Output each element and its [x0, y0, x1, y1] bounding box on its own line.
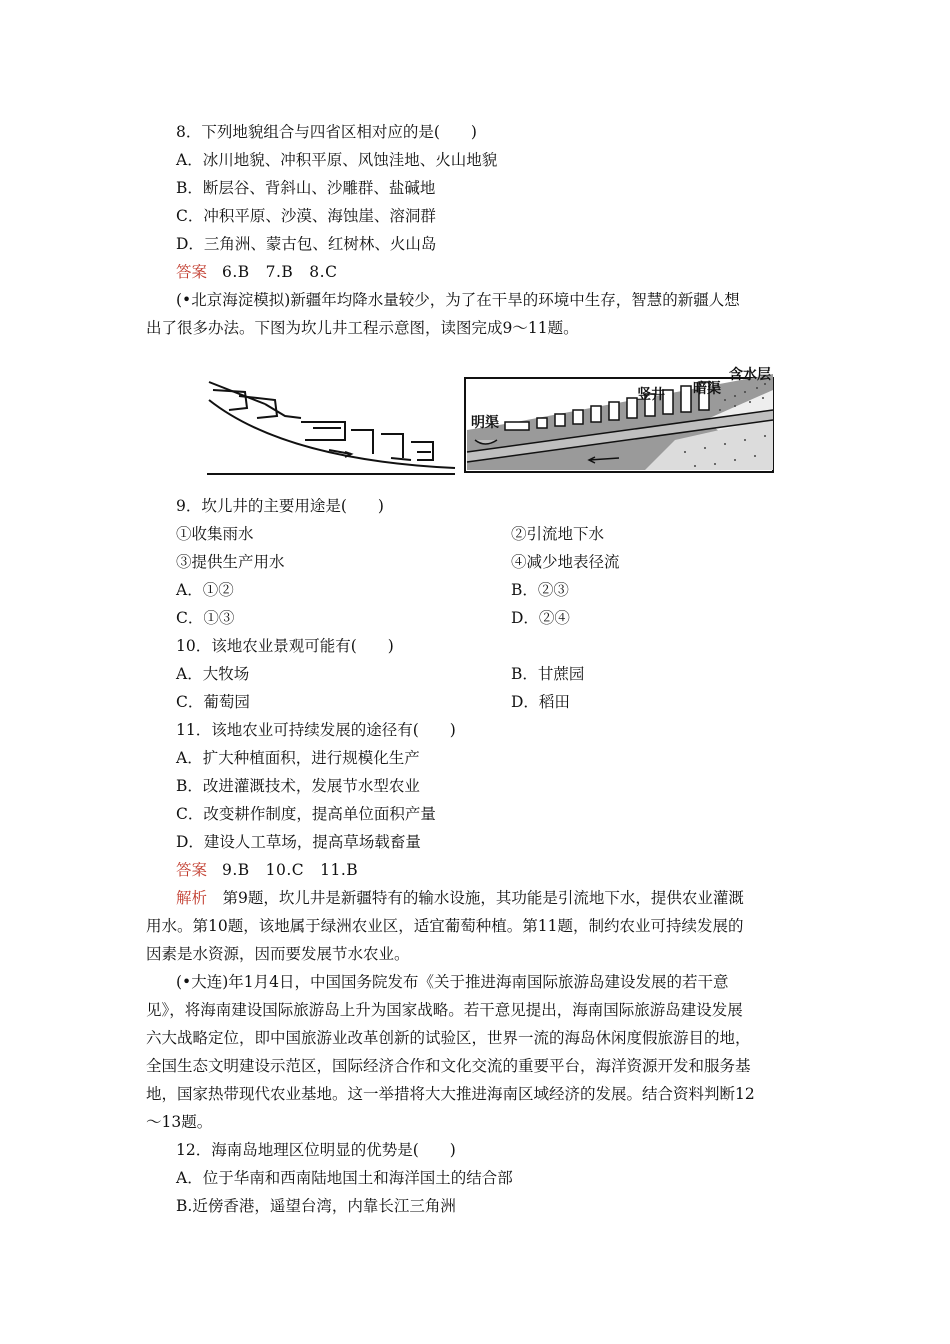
q11-option-a: A．扩大种植面积，进行规模化生产 [176, 749, 420, 767]
q9-option-b: B．②③ [511, 581, 569, 599]
analysis-label: 解析 [176, 889, 208, 907]
karez-diagram [205, 360, 785, 480]
q8-option-d: D．三角洲、蒙古包、红树林、火山岛 [176, 235, 437, 253]
intro-hainan-line-3: 六大战略定位，即中国旅游业改革创新的试验区，世界一流的海岛休闲度假旅游目的地， [146, 1029, 751, 1047]
q10-option-b: B．甘蔗园 [511, 665, 585, 683]
q10-stem: 10．该地农业景观可能有( ) [176, 637, 394, 655]
q8-option-b: B．断层谷、背斜山、沙雕群、盐碱地 [176, 179, 436, 197]
q9-stem: 9．坎儿井的主要用途是( ) [176, 497, 384, 515]
q12-stem: 12．海南岛地理区位明显的优势是( ) [176, 1141, 456, 1159]
q11-option-b: B．改进灌溉技术，发展节水型农业 [176, 777, 420, 795]
analysis-line-3: 因素是水资源，因而要发展节水农业。 [146, 945, 410, 963]
q10-option-d: D．稻田 [511, 693, 570, 711]
q8-stem: 8．下列地貌组合与四省区相对应的是( ) [176, 123, 477, 141]
q9-item-3: ③提供生产用水 [176, 553, 285, 571]
q10-option-c: C．葡萄园 [176, 693, 250, 711]
q9-item-4: ④减少地表径流 [511, 553, 620, 571]
q9-option-d: D．②④ [511, 609, 570, 627]
q11-stem: 11．该地农业可持续发展的途径有( ) [176, 721, 456, 739]
q12-option-b: B.近傍香港，遥望台湾，内靠长江三角洲 [176, 1197, 456, 1215]
answer-values: 9.B 10.C 11.B [221, 861, 359, 879]
karez-plan-sketch [207, 382, 455, 474]
intro-hainan-line-4: 全国生态文明建设示范区，国际经济合作和文化交流的重要平台，海洋资源开发和服务基 [146, 1057, 751, 1075]
karez-cross-section [465, 374, 773, 472]
q9-item-1: ①收集雨水 [176, 525, 254, 543]
label-aquifer: 含水层 [729, 367, 771, 383]
answer-label: 答案 [176, 861, 208, 879]
q12-option-a: A．位于华南和西南陆地国土和海洋国土的结合部 [176, 1169, 513, 1187]
q8-option-c: C．冲积平原、沙漠、海蚀崖、溶洞群 [176, 207, 436, 225]
q10-option-a: A．大牧场 [176, 665, 250, 683]
q9-option-c: C．①③ [176, 609, 235, 627]
analysis-text-1: 第9题，坎儿井是新疆特有的输水设施，其功能是引流地下水，提供农业灌溉 [207, 889, 744, 907]
answer-values: 6.B 7.B 8.C [221, 263, 338, 281]
intro-hainan-line-5: 地，国家热带现代农业基地。这一举措将大大推进海南区域经济的发展。结合资料判断12 [146, 1085, 755, 1103]
answer-9-11 [176, 860, 358, 880]
intro-hainan-line-6: ～13题。 [146, 1113, 213, 1131]
label-dark-channel: 暗渠 [693, 381, 721, 397]
intro-karez-line-2: 出了很多办法。下图为坎儿井工程示意图，读图完成9～11题。 [146, 319, 579, 337]
label-vertical-well: 竖井 [637, 387, 665, 403]
q8-option-a: A．冰川地貌、冲积平原、风蚀洼地、火山地貌 [176, 151, 498, 169]
answer-label: 答案 [176, 263, 208, 281]
answer-6-8 [176, 262, 337, 282]
analysis-line-1 [176, 888, 744, 908]
analysis-line-2: 用水。第10题，该地属于绿洲农业区，适宜葡萄种植。第11题，制约农业可持续发展的 [146, 917, 744, 935]
label-open-channel: 明渠 [471, 415, 499, 431]
intro-hainan-line-2: 见》，将海南建设国际旅游岛上升为国家战略。若干意见提出，海南国际旅游岛建设发展 [146, 1001, 743, 1019]
q9-option-a: A．①② [176, 581, 234, 599]
intro-karez-line-1: (•北京海淀模拟)新疆年均降水量较少，为了在干旱的环境中生存，智慧的新疆人想 [176, 291, 740, 309]
q9-item-2: ②引流地下水 [511, 525, 605, 543]
q11-option-c: C．改变耕作制度，提高单位面积产量 [176, 805, 436, 823]
q11-option-d: D．建设人工草场，提高草场载畜量 [176, 833, 421, 851]
intro-hainan-line-1: (•大连)年1月4日，中国国务院发布《关于推进海南国际旅游岛建设发展的若干意 [176, 973, 729, 991]
